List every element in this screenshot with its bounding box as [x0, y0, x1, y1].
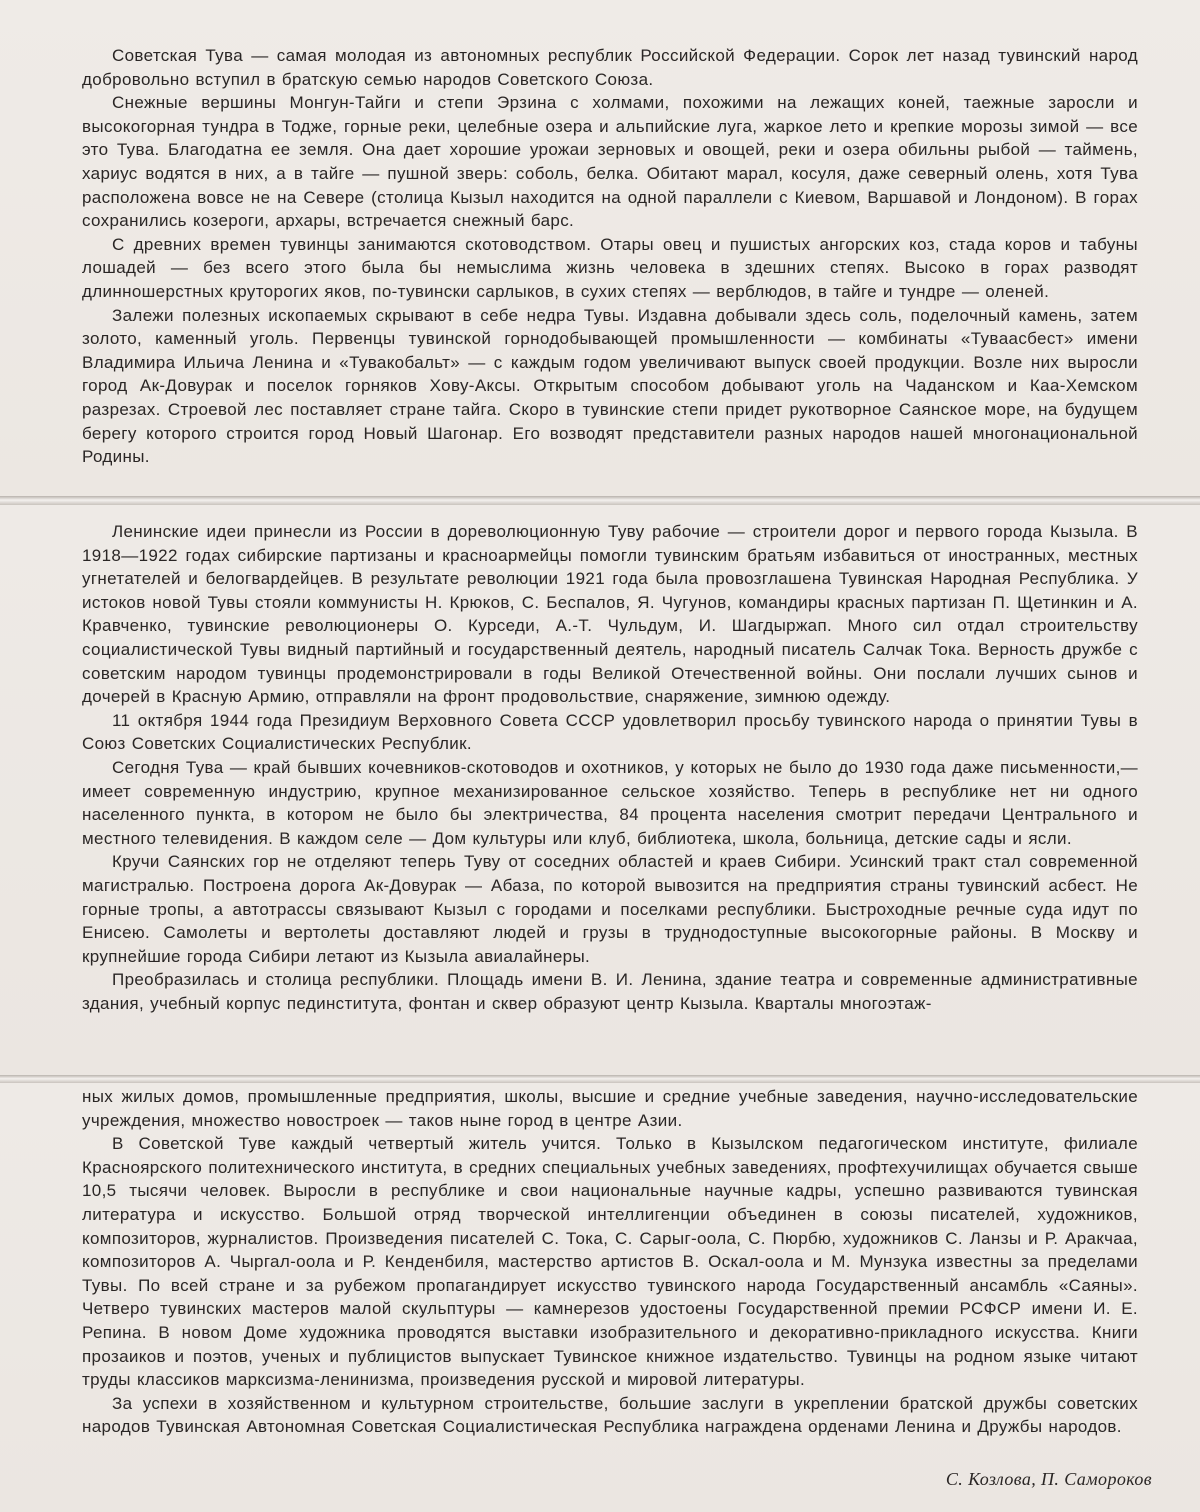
- paragraph: 11 октября 1944 года Президиум Верховного Совета СССР удовлетворил просьбу тувинского народа о принятии Тувы в Союз Советских Социалистических Республик.: [82, 710, 1138, 754]
- text-panel-middle: [0, 505, 1200, 1075]
- paragraph-continuation: ных жилых домов, промышленные предприятия, школы, высшие и средние учебные заведения, научно-исследовательские учреждения, множество новостроек — таков ныне город в центре Азии.: [82, 1087, 1138, 1130]
- author-signature: С. Козлова, П. Самороков: [945, 1469, 1152, 1489]
- paragraph: Советская Тува — самая молодая из автономных республик Российской Федерации. Сорок лет назад тувинский народ добровольно вступил в братскую семью народов Советского Союза.: [82, 46, 1138, 89]
- paragraph: С древних времен тувинцы занимаются скотоводством. Отары овец и пушистых ангорских коз, стада коров и табуны лошадей — без всего этого была бы немыслима жизнь человека в здешних степях. Высоко в горах разводят длинношерстных круторогих яков, по-тувински сарлыков, в сухих степях — верблюдов, в тайге и тундре — оленей.: [82, 234, 1138, 301]
- paragraph: Ленинские идеи принесли из России в дореволюционную Туву рабочие — строители дорог и первого города Кызыла. В 1918—1922 годах сибирские партизаны и красноармейцы помогли тувинским братьям избавиться от иностранных, местных угнетателей и белогвардейцев. В результате революции 1921 года была провозглашена Тувинская Народная Республика. У истоков новой Тувы стояли коммунисты Н. Крюков, С. Беспалов, Я. Чугунов, командиры красных партизан П. Щетинкин и А. Кравченко, тувинские революционеры О. Курседи, А.-Т. Чульдум, И. Шагдыржап. Много сил отдал строительству социалистической Тувы видный партийный и государственный деятель, народный писатель Салчак Тока. Верность дружбе с советским народом тувинцы продемонстрировали в годы Великой Отечественной войны. Они послали лучших сынов и дочерей в Красную Армию, отправляли на фронт продовольствие, снаряжение, зимнюю одежду.: [82, 522, 1138, 707]
- paper-fold-divider: [0, 496, 1200, 505]
- text-panel-bottom: [0, 1083, 1200, 1512]
- paragraph: Кручи Саянских гор не отделяют теперь Туву от соседних областей и краев Сибири. Усинский тракт стал современной магистралью. Построена дорога Ак-Довурак — Абаза, по которой вывозится на предприятия страны тувинский асбест. Не горные тропы, а автотрассы связывают Кызыл с городами и поселками республики. Быстроходные речные суда идут по Енисею. Самолеты и вертолеты доставляют людей и грузы в труднодоступные высокогорные районы. В Москву и крупнейшие города Сибири летают из Кызыла авиалайнеры.: [82, 852, 1138, 966]
- paragraph: Снежные вершины Монгун-Тайги и степи Эрзина с холмами, похожими на лежащих коней, таежные заросли и высокогорная тундра в Тодже, горные реки, целебные озера и альпийские луга, жаркое лето и крепкие морозы зимой — все это Тува. Благодатна ее земля. Она дает хорошие урожаи зерновых и овощей, реки и озера обильны рыбой — таймень, хариус водятся в них, а в тайге — пушной зверь: соболь, белка. Обитают марал, косуля, даже северный олень, хотя Тува расположена вовсе не на Севере (столица Кызыл находится на одной параллели с Киевом, Варшавой и Лондоном). В горах сохранились козероги, архары, встречается снежный барс.: [82, 93, 1138, 231]
- paragraph: За успехи в хозяйственном и культурном строительстве, большие заслуги в укреплении братской дружбы советских народов Тувинская Автономная Советская Социалистическая Республика награждена орденами Ленина и Дружбы народов.: [82, 1393, 1138, 1437]
- text-panel-top: [0, 0, 1200, 496]
- paragraph: Сегодня Тува — край бывших кочевников-скотоводов и охотников, у которых не было до 1930 года даже письменности,— имеет современную индустрию, крупное механизированное сельское хозяйство. Теперь в республике нет ни одного населенного пункта, в котором не было бы электричества, 84 процента населения смотрит передачи Центрального и местного телевидения. В каждом селе — Дом культуры или клуб, библиотека, школа, больница, детские сады и ясли.: [82, 757, 1138, 848]
- paper-fold-divider: [0, 1075, 1200, 1083]
- paragraph: Залежи полезных ископаемых скрывают в себе недра Тувы. Издавна добывали здесь соль, поделочный камень, затем золото, каменный уголь. Первенцы тувинской горнодобывающей промышленности — комбинаты «Тувaасбест» имени Владимира Ильича Ленина и «Тувакобальт» — с каждым годом увеличивают выпуск своей продукции. Возле них выросли город Ак-Довурак и поселок горняков Хову-Аксы. Открытым способом добывают уголь на Чаданском и Каа-Хемском разрезах. Строевой лес поставляет стране тайга. Скоро в тувинские степи придет рукотворное Саянское море, на будущем берегу которого строится город Новый Шагонар. Его возводят представители разных народов нашей многонациональной Родины.: [82, 305, 1138, 467]
- paragraph: В Советской Туве каждый четвертый житель учится. Только в Кызылском педагогическом институте, филиале Красноярского политехнического института, в средних специальных учебных заведениях, профтехучилищах обучается свыше 10,5 тысячи человек. Выросли в республике и свои национальные научные кадры, успешно развиваются тувинская литература и искусство. Большой отряд творческой интеллигенции объединен в союзы писателей, художников, композиторов, журналистов. Произведения писателей С. Тока, С. Сарыг-оола, С. Пюрбю, художников С. Ланзы и Р. Аракчаа, композиторов А. Чыргал-оола и Р. Кенденбиля, мастерство артистов В. Оскал-оола и М. Мунзука известны за пределами Тувы. По всей стране и за рубежом пропагандирует искусство тувинского народа Государственный ансамбль «Саяны». Четверо тувинских мастеров малой скульптуры — камнерезов удостоены Государственной премии РСФСР имени И. Е. Репина. В новом Доме художника проводятся выставки изобразительного и декоративно-прикладного искусства. Книги прозаиков и поэтов, ученых и публицистов выпускает Тувинское книжное издательство. Тувинцы на родном языке читают труды классиков марксизма-ленинизма, произведения русской и мировой литературы.: [82, 1134, 1138, 1390]
- paragraph: Преобразилась и столица республики. Площадь имени В. И. Ленина, здание театра и современные административные здания, учебный корпус пединститута, фонтан и сквер образуют центр Кызыла. Кварталы многоэтаж-: [82, 970, 1138, 1013]
